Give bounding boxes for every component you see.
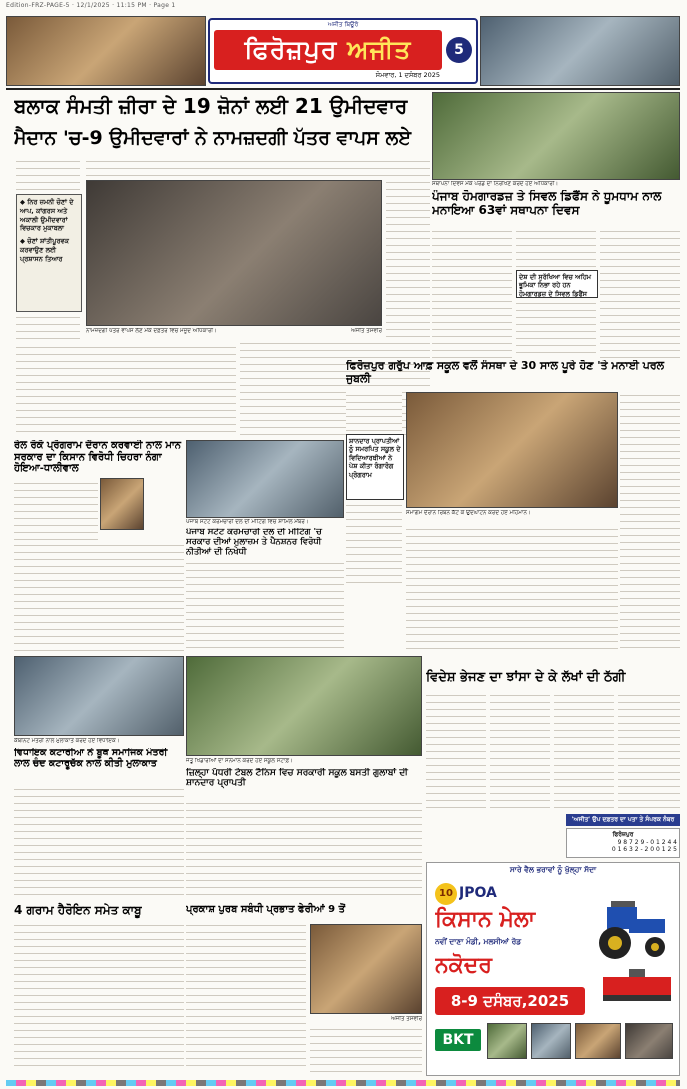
lead-body-continued (16, 344, 236, 434)
ajit-notice-office: ਫਿਰੋਜ਼ਪੁਰ (612, 831, 634, 838)
lead-body-col1b (16, 314, 80, 342)
rotavator-hitch (629, 969, 645, 977)
masthead-right-photo (480, 16, 680, 86)
home-guards-photo (432, 92, 680, 180)
gurpurab-photo (310, 924, 422, 1014)
pensioners-caption: ਪੰਜਾਬ ਸਟੇਟ ਕਰਮਚਾਰੀ ਦਲ ਦੀ ਮੀਟਿੰਗ ਵਿਚ ਸ਼ਾਮਿਲ ਮੈਂਬਰ। (186, 519, 309, 525)
ad-title: ਕਿਸਾਨ ਮੇਲਾ (435, 907, 536, 932)
ad-sponsor-thumb-3 (575, 1023, 621, 1059)
masthead-title (214, 30, 442, 70)
kataria-headline: ਵਿਧਾਇਕ ਕਟਾਰੀਆ ਨੇ ਬੂਥ ਸਮਾਜਿਕ ਮੰਤਰੀ ਲਾਲ ਚੰਦ ਕਟਾਰੂਚੱਕ ਨਾਲ ਕੀਤੀ ਮੁਲਾਕਾਤ (14, 748, 168, 769)
home-guards-headline: ਪੰਜਾਬ ਹੋਮਗਾਰਡਜ਼ ਤੇ ਸਿਵਲ ਡਿਫੈਂਸ ਨੇ ਧੂਮਧਾਮ ਨਾਲ ਮਨਾਇਆ 63ਵਾਂ ਸਥਾਪਨਾ ਦਿਵਸ (432, 190, 662, 217)
ad-sponsor: BKT (435, 1029, 481, 1051)
rail-story-body-1 (14, 480, 98, 540)
fraud-body-1 (426, 692, 486, 812)
school-body-1b (346, 502, 402, 586)
school-headline: ਫਿਰੋਜ਼ਪੁਰ ਗਰੁੱਪ ਆਫ਼ ਸਕੂਲ ਵਲੋਂ ਸੰਸਥਾ ਦੇ 30 ਸਾਲ ਪੂਰੇ ਹੋਣ 'ਤੇ ਮਨਾਈ ਪਰਲ ਜੁਬਲੀ (346, 360, 665, 385)
arrest-body (14, 922, 184, 1072)
pensioners-body (186, 560, 344, 652)
pensioners-photo (186, 440, 344, 518)
masthead-tagline: ਅਜੀਤ ਬਿਊਰੋ (327, 21, 359, 28)
tractor-roof (611, 901, 635, 907)
tractor-hood (629, 919, 665, 933)
kataria-photo (14, 656, 184, 736)
lead-photo-credit: ਅਜੀਤ ਤਸਵੀਰ (351, 328, 382, 334)
lead-body-col3 (386, 158, 430, 348)
lead-photo (86, 180, 382, 326)
ad-sponsor-thumb-4 (625, 1023, 673, 1059)
ad-brand: JPOA (459, 885, 497, 901)
lead-bullet-2: ◆ ਚੋਣਾਂ ਸ਼ਾਂਤੀਪੂਰਵਕ ਕਰਵਾਉਣ ਲਈ ਪ੍ਰਸ਼ਾਸਨ ਤਿਆਰ (20, 237, 69, 263)
ad-city: ਨਕੋਦਰ (435, 953, 492, 978)
sports-photo (186, 656, 422, 756)
lead-body-col1a (16, 158, 80, 192)
ad-dates: 8-9 ਦਸੰਬਰ,2025 (435, 987, 585, 1015)
school-photo (406, 392, 618, 508)
lead-bullets (16, 194, 82, 312)
school-caption: ਸਮਾਗਮ ਦੌਰਾਨ ਰਿਬਨ ਕੱਟ ਕੇ ਉਦਘਾਟਨ ਕਰਦੇ ਹੋਏ ਮਹਿਮਾਨ। (406, 510, 531, 516)
masthead-title-accent: ਅਜੀਤ (347, 35, 412, 64)
fraud-body-2 (490, 692, 550, 812)
fraud-body-4 (618, 692, 680, 812)
rotavator-body (603, 977, 671, 995)
home-guards-body-3 (600, 228, 680, 358)
fraud-body-3 (554, 692, 614, 812)
rail-story-portrait (100, 478, 144, 530)
lead-photo-caption: ਨਾਮਜ਼ਦਗੀ ਪੱਤਰ ਵਾਪਸ ਲੈਣ ਮੌਕੇ ਦਫ਼ਤਰ ਵਿਚ ਮੌਜੂਦ ਅਧਿਕਾਰੀ। (86, 328, 217, 334)
home-guards-body-1 (432, 228, 512, 358)
masthead-title-main: ਫਿਰੋਜ਼ਪੁਰ (244, 35, 338, 64)
rotavator-blades (603, 995, 671, 1001)
masthead-rule (6, 88, 680, 90)
kataria-body (14, 786, 184, 896)
ad-top-line: ਸਾਰੇ ਵੈਲ ਭਰਾਵਾਂ ਨੂੰ ਖੁੱਲ੍ਹਾ ਸੱਦਾ (509, 865, 597, 874)
gurpurab-caption: ਅਜੀਤ ਤਸਵੀਰ (391, 1016, 422, 1022)
kataria-caption: ਕੈਬਨਿਟ ਮੰਤਰੀ ਨਾਲ ਮੁਲਾਕਾਤ ਕਰਦੇ ਹੋਏ ਵਿਧਾਇਕ। (14, 738, 120, 744)
ad-venue: ਨਵੀਂ ਦਾਣਾ ਮੰਡੀ, ਮਲਸੀਆਂ ਰੋਡ (435, 937, 522, 946)
page-number: 5 (446, 37, 472, 63)
rotavator-illustration (599, 969, 675, 1009)
masthead-left-photo (6, 16, 206, 86)
lead-body-top (86, 158, 386, 178)
gurpurab-body-1 (186, 922, 306, 1072)
lead-bullet-1: ◆ ਨਿਰ ਜ਼ਮਨੀ ਚੋਣਾਂ ਦੇ ਆਪ, ਕਾਂਗਰਸ ਅਤੇ ਅਕਾਲੀ ਉਮੀਦਵਾਰਾਂ ਵਿਚਕਾਰ ਮੁਕਾਬਲਾ (20, 198, 74, 233)
rail-story-headline: ਰੇਲ ਰੋਕੋ ਪ੍ਰੋਗਰਾਮ ਦੌਰਾਨ ਕਰਵਾਈ ਨਾਲ ਮਾਨ ਸਰਕਾਰ ਦਾ ਕਿਸਾਨ ਵਿਰੋਧੀ ਚਿਹਰਾ ਨੰਗਾ ਹੋਇਆ-ਧਾਲੀਵਾਲ (14, 440, 182, 474)
tractor-rear-hub (608, 936, 622, 950)
masthead-date: ਸੋਮਵਾਰ, 1 ਦਸੰਬਰ 2025 (375, 71, 440, 79)
ajit-notice-phone-2: 0 1 6 3 2 - 2 0 0 1 2 5 (611, 846, 677, 853)
sports-body (186, 800, 422, 896)
ajit-notice-phone-1: 9 8 7 2 9 - 0 1 2 4 4 (617, 839, 677, 846)
school-body-bottom (406, 526, 618, 652)
tractor-illustration (589, 893, 675, 963)
school-body-1a (346, 392, 402, 432)
registration-strip (6, 1080, 680, 1086)
home-guards-caption: ਸਥਾਪਨਾ ਦਿਵਸ ਮੌਕੇ ਪਰੇਡ ਦਾ ਨਿਰੀਖਣ ਕਰਦੇ ਹੋਏ ਅਧਿਕਾਰੀ। (432, 181, 559, 187)
gurpurab-headline: ਪ੍ਰਕਾਸ਼ ਪੁਰਬ ਸਬੰਧੀ ਪ੍ਰਭਾਤ ਫੇਰੀਆਂ 9 ਤੋਂ (186, 904, 346, 915)
ad-sponsor-thumb-2 (531, 1023, 571, 1059)
masthead (208, 18, 478, 84)
tractor-front-hub (651, 943, 659, 951)
rail-story-body-2 (14, 542, 184, 652)
school-inset: ਸ਼ਾਨਦਾਰ ਪ੍ਰਾਪਤੀਆਂ ਨੂੰ ਸਮਰਪਿਤ ਸਕੂਲ ਦੇ ਵਿਦਿਆਰਥੀਆਂ ਨੇ ਪੇਸ਼ ਕੀਤਾ ਰੰਗਾਰੰਗ ਪ੍ਰੋਗਰਾਮ (346, 434, 404, 500)
home-guards-inset: ਦੇਸ਼ ਦੀ ਸੁਰੱਖਿਆ ਵਿਚ ਅਹਿਮ ਭੂਮਿਕਾ ਨਿਭਾ ਰਹੇ ਹਨ ਹੋਮਗਾਰਡਜ਼ ਦੇ ਸਿਵਲ ਡਿਫੈਂਸ (516, 270, 598, 298)
school-body-side (620, 392, 680, 652)
kisan-mela-ad (426, 862, 680, 1076)
lead-headline-line2: ਮੈਦਾਨ 'ਚ-9 ਉਮੀਦਵਾਰਾਂ ਨੇ ਨਾਮਜ਼ਦਗੀ ਪੱਤਰ ਵਾਪਸ ਲਏ (14, 127, 411, 149)
ad-edition-badge: 10 (435, 883, 457, 905)
sports-headline: ਜ਼ਿਲ੍ਹਾ ਪੱਧਰੀ ਟੇਬਲ ਟੈਨਿਸ ਵਿਚ ਸਰਕਾਰੀ ਸਕੂਲ ਬਸਤੀ ਗੁਲਾਬਾਂ ਦੀ ਸ਼ਾਨਦਾਰ ਪ੍ਰਾਪਤੀ (186, 768, 408, 789)
ad-sponsor-thumb-1 (487, 1023, 527, 1059)
pensioners-headline: ਪੰਜਾਬ ਸਟੇਟ ਕਰਮਚਾਰੀ ਦਲ ਦੀ ਮੀਟਿੰਗ 'ਚ ਸਰਕਾਰ ਦੀਆਂ ਮੁਲਾਜ਼ਮ ਤੇ ਪੈਨਸ਼ਨਰ ਵਿਰੋਧੀ ਨੀਤੀਆਂ ਦੀ ਨਿਖੇਧੀ (186, 528, 322, 557)
ajit-notice-banner: 'ਅਜੀਤ' ਉਪ ਦਫ਼ਤਰ ਦਾ ਪਤਾ ਤੇ ਸੰਪਰਕ ਨੰਬਰ (566, 814, 680, 826)
sports-caption: ਜੇਤੂ ਖਿਡਾਰੀਆਂ ਦਾ ਸਨਮਾਨ ਕਰਦੇ ਹੋਏ ਸਕੂਲ ਸਟਾਫ਼। (186, 758, 293, 764)
home-guards-body-2b (516, 300, 596, 358)
gurpurab-body-2 (310, 1026, 422, 1072)
arrest-headline: 4 ਗਰਾਮ ਹੈਰੋਇਨ ਸਮੇਤ ਕਾਬੂ (14, 903, 142, 917)
ajit-notice (566, 828, 680, 858)
fraud-headline: ਵਿਦੇਸ਼ ਭੇਜਣ ਦਾ ਝਾਂਸਾ ਦੇ ਕੇ ਲੱਖਾਂ ਦੀ ਠੱਗੀ (426, 670, 626, 685)
home-guards-body-2a (516, 228, 596, 268)
print-slug: Edition-FRZ-PAGE-5 · 12/1/2025 · 11:15 PM · Page 1 (6, 2, 176, 9)
lead-headline-line1: ਬਲਾਕ ਸੰਮਤੀ ਜ਼ੀਰਾ ਦੇ 19 ਜ਼ੋਨਾਂ ਲਈ 21 ਉਮੀਦਵਾਰ (14, 94, 408, 118)
